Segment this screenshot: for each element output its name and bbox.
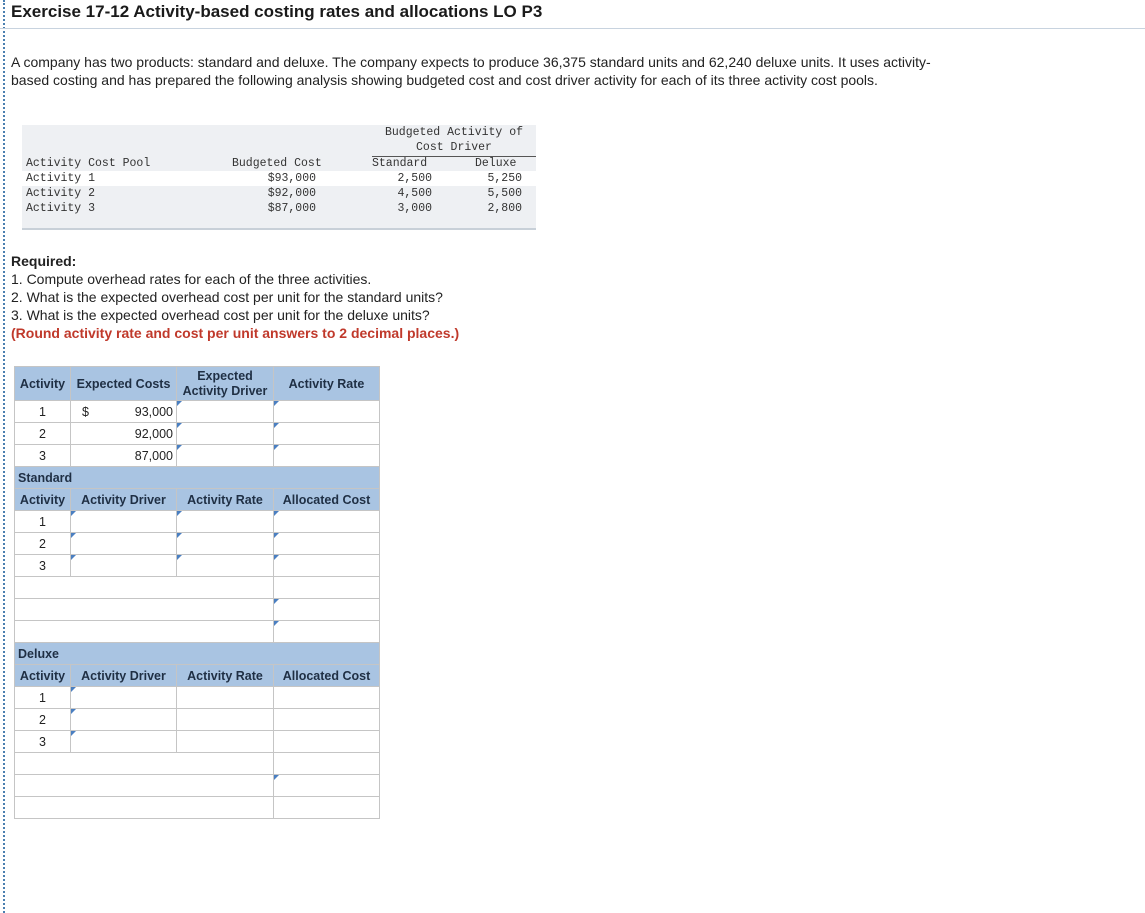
rates-row-1	[15, 401, 380, 423]
standard-section-row	[15, 467, 380, 489]
cost-activity-3: $87,000	[267, 202, 316, 215]
std-alloc-input-2[interactable]	[274, 533, 380, 555]
left-dotted-border	[3, 0, 5, 913]
rate-field[interactable]	[180, 513, 270, 531]
deluxe-units-row	[15, 775, 380, 797]
rounding-note: (Round activity rate and cost per unit answers to 2 decimal places.)	[11, 325, 460, 341]
expected-cost-3: 87,000	[71, 445, 177, 467]
driver-field[interactable]	[74, 513, 173, 531]
given-data-table	[22, 125, 536, 230]
hdr-expected-activity-driver: Expected Activity Driver	[177, 367, 274, 401]
rate-field[interactable]	[277, 425, 376, 443]
units-field[interactable]	[277, 601, 376, 619]
dlx-driver-input-2[interactable]	[71, 709, 177, 731]
driver-field[interactable]	[180, 425, 270, 443]
hdr-allocated-cost: Allocated Cost	[274, 665, 380, 687]
standard-units-row	[15, 599, 380, 621]
deluxe-row-3	[15, 731, 380, 753]
std-driver-input-2[interactable]	[71, 533, 177, 555]
allocated-field[interactable]	[277, 513, 376, 531]
expected-cost-2: 92,000	[71, 423, 177, 445]
driver-input-3[interactable]	[177, 445, 274, 467]
std-rate-input-2[interactable]	[177, 533, 274, 555]
dlx-driver-input-1[interactable]	[71, 687, 177, 709]
row-number: 2	[15, 423, 71, 445]
hdr-activity: Activity	[15, 665, 71, 687]
row-number: 3	[15, 555, 71, 577]
pool-activity-3: Activity 3	[26, 202, 96, 215]
units-field[interactable]	[277, 777, 376, 795]
rate-field[interactable]	[180, 535, 270, 553]
standard-header-row	[15, 489, 380, 511]
std-driver-input-3[interactable]	[71, 555, 177, 577]
row-number: 1	[15, 511, 71, 533]
hdr-activity: Activity	[15, 367, 71, 401]
dlx-alloc-cell-3	[274, 731, 380, 753]
question-3: 3. What is the expected overhead cost per unit for the deluxe units?	[11, 307, 430, 323]
std-alloc-input-3[interactable]	[274, 555, 380, 577]
driver-field[interactable]	[74, 689, 173, 707]
units-label-cell	[15, 599, 274, 621]
deluxe-activity-1: 5,250	[487, 172, 522, 185]
standard-activity-2: 4,500	[397, 187, 432, 200]
driver-input-1[interactable]	[177, 401, 274, 423]
group-header-line1: Budgeted Activity of	[384, 126, 524, 139]
row-number: 2	[15, 709, 71, 731]
title-divider	[0, 28, 1145, 29]
standard-activity-1: 2,500	[397, 172, 432, 185]
deluxe-total-row	[15, 753, 380, 775]
question-2: 2. What is the expected overhead cost per unit for the standard units?	[11, 289, 443, 305]
hdr-expected-costs: Expected Costs	[71, 367, 177, 401]
group-header-line2: Cost Driver	[416, 141, 492, 154]
dlx-driver-input-3[interactable]	[71, 731, 177, 753]
std-driver-input-1[interactable]	[71, 511, 177, 533]
std-alloc-input-1[interactable]	[274, 511, 380, 533]
dlx-rate-cell-3	[177, 731, 274, 753]
rate-input-3[interactable]	[274, 445, 380, 467]
total-label-cell	[15, 577, 274, 599]
expected-cost-value: 93,000	[134, 404, 173, 419]
rates-row-2	[15, 423, 380, 445]
intro-text: A company has two products: standard and deluxe. The company expects to produce 36,375 standard units and 62,240 deluxe units. It uses activity-based costing and has prepared the following analysis showing budgeted cost and cost driver activity for each of its three activity cost pools.	[11, 54, 931, 88]
expected-cost-1	[71, 401, 177, 423]
std-rate-input-3[interactable]	[177, 555, 274, 577]
std-rate-input-1[interactable]	[177, 511, 274, 533]
per-unit-field[interactable]	[277, 623, 376, 641]
row-number: 2	[15, 533, 71, 555]
driver-field[interactable]	[74, 711, 173, 729]
hdr-activity-rate: Activity Rate	[177, 489, 274, 511]
rate-field[interactable]	[180, 557, 270, 575]
col-activity-cost-pool: Activity Cost Pool	[26, 157, 151, 170]
col-standard: Standard	[372, 157, 428, 170]
per-unit-label-cell	[15, 797, 274, 819]
deluxe-activity-2: 5,500	[487, 187, 522, 200]
hdr-activity-rate: Activity Rate	[177, 665, 274, 687]
dlx-alloc-cell-2	[274, 709, 380, 731]
standard-total-label-row	[15, 577, 380, 599]
driver-input-2[interactable]	[177, 423, 274, 445]
per-unit-label-cell	[15, 621, 274, 643]
activity-rate-worksheet	[14, 366, 380, 819]
hdr-activity-rate: Activity Rate	[274, 367, 380, 401]
std-per-unit-input[interactable]	[274, 621, 380, 643]
currency-symbol: $	[82, 404, 89, 419]
rate-input-2[interactable]	[274, 423, 380, 445]
cost-activity-2: $92,000	[267, 187, 316, 200]
rates-row-3	[15, 445, 380, 467]
hdr-activity-driver: Activity Driver	[71, 489, 177, 511]
std-units-input[interactable]	[274, 599, 380, 621]
exercise-title: Exercise 17-12 Activity-based costing rates and allocations LO P3	[11, 2, 543, 21]
row-number: 1	[15, 687, 71, 709]
deluxe-header-row	[15, 665, 380, 687]
units-label-cell	[15, 775, 274, 797]
row-number: 3	[15, 445, 71, 467]
row-number: 3	[15, 731, 71, 753]
deluxe-per-unit-row	[15, 797, 380, 819]
standard-row-1	[15, 511, 380, 533]
required-heading: Required:	[11, 253, 77, 269]
deluxe-row-1	[15, 687, 380, 709]
total-label-cell	[15, 753, 274, 775]
total-value-cell	[274, 577, 380, 599]
pool-activity-2: Activity 2	[26, 187, 96, 200]
driver-field[interactable]	[74, 733, 173, 751]
driver-field[interactable]	[74, 557, 173, 575]
dlx-rate-cell-1	[177, 687, 274, 709]
dlx-units-input[interactable]	[274, 775, 380, 797]
required-section	[11, 252, 459, 342]
deluxe-row-2	[15, 709, 380, 731]
deluxe-section-row	[15, 643, 380, 665]
driver-field[interactable]	[180, 403, 270, 421]
hdr-activity-driver: Activity Driver	[71, 665, 177, 687]
standard-row-3	[15, 555, 380, 577]
deluxe-label: Deluxe	[15, 643, 380, 665]
dlx-alloc-cell-1	[274, 687, 380, 709]
total-value-cell	[274, 753, 380, 775]
allocated-field[interactable]	[277, 535, 376, 553]
hdr-activity: Activity	[15, 489, 71, 511]
question-1: 1. Compute overhead rates for each of the three activities.	[11, 271, 372, 287]
dlx-rate-cell-2	[177, 709, 274, 731]
row-number: 1	[15, 401, 71, 423]
deluxe-activity-3: 2,800	[487, 202, 522, 215]
rate-field[interactable]	[277, 403, 376, 421]
col-budgeted-cost: Budgeted Cost	[232, 157, 322, 170]
standard-activity-3: 3,000	[397, 202, 432, 215]
dlx-per-unit-cell	[274, 797, 380, 819]
allocated-field[interactable]	[277, 557, 376, 575]
rates-header-row	[15, 367, 380, 401]
standard-label: Standard	[15, 467, 380, 489]
standard-row-2	[15, 533, 380, 555]
rate-field[interactable]	[277, 447, 376, 465]
driver-field[interactable]	[180, 447, 270, 465]
hdr-allocated-cost: Allocated Cost	[274, 489, 380, 511]
pool-activity-1: Activity 1	[26, 172, 96, 185]
rate-input-1[interactable]	[274, 401, 380, 423]
standard-per-unit-row	[15, 621, 380, 643]
cost-activity-1: $93,000	[267, 172, 316, 185]
driver-field[interactable]	[74, 535, 173, 553]
col-deluxe: Deluxe	[475, 157, 517, 170]
